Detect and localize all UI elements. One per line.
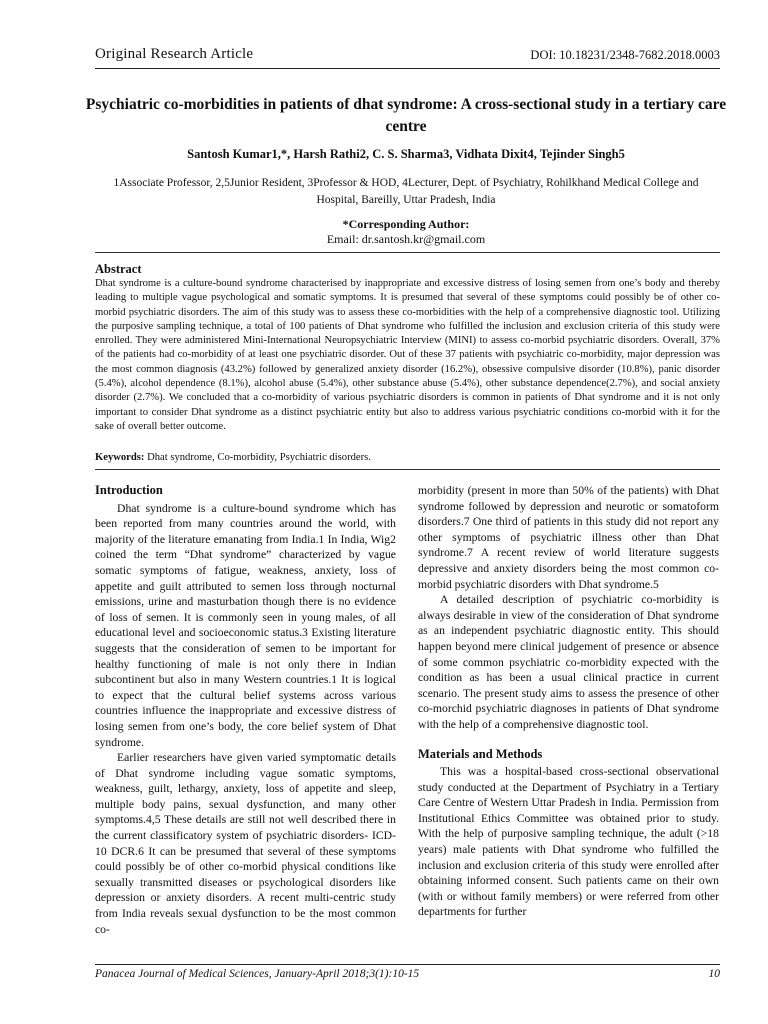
page-number: 10: [708, 968, 720, 980]
corresponding-label: *Corresponding Author:: [342, 217, 470, 231]
intro-paragraph: morbidity (present in more than 50% of the patients) with Dhat syndrome followed by depression and neurotic or somatoform disorders.7 One third of patients in this study did not report any other symptoms of psychiatric illness other than Dhat syndrome.7 A recent review of world literature suggests depressive and anxiety disorders being the most common co-morbid psychiatric disorders with Dhat syndrome.5: [418, 484, 719, 591]
keywords-label: Keywords:: [95, 452, 145, 463]
methods-paragraph: This was a hospital-based cross-sectional observational study conducted at the Department of Psychiatry in a Tertiary Care Centre of Western Uttar Pradesh in India. Permission from Institutional Ethics Committee was obtained prior to study. With the help of purposive sampling technique, the adult (>18 years) male patients with Dhat syndrome who fulfilled the inclusion and exclusion criteria of this study were enrolled after obtaining informed consent. Such patients came on their own (with or without family members) or were referred from other departments for further: [418, 765, 719, 919]
intro-paragraph: A detailed description of psychiatric co-morbidity is always desirable in view of the consideration of Dhat syndrome as an independent psychiatric diagnostic entity. This should happen beyond mere clinical judgement of presence or absence of some common psychiatric co-morbidity expected with the condition as has been a usual clinical practice in current scenario. The present study aims to assess the presence of other co-morchid psychiatric diagnoses in patients of Dhat syndrome with the help of a comprehensive diagnostic tool.: [418, 593, 719, 731]
divider: [95, 469, 720, 470]
doi: DOI: 10.18231/2348-7682.2018.0003: [530, 48, 720, 62]
page-header: [95, 42, 720, 69]
abstract-heading: Abstract: [95, 262, 142, 276]
right-column: [418, 483, 719, 920]
keywords-text: Dhat syndrome, Co-morbidity, Psychiatric disorders.: [147, 452, 371, 463]
paper-title: Psychiatric co-morbidities in patients of dhat syndrome: A cross-sectional study in a tertiary care centre: [85, 96, 727, 135]
left-column: [95, 483, 396, 937]
introduction-heading: Introduction: [95, 483, 163, 497]
footer-divider: [95, 964, 720, 965]
author-list: Santosh Kumar1,*, Harsh Rathi2, C. S. Sharma3, Vidhata Dixit4, Tejinder Singh5: [187, 147, 625, 161]
intro-paragraph: Earlier researchers have given varied symptomatic details of Dhat syndrome including vague somatic symptoms, weakness, guilt, lethargy, anxiety, loss of appetite and sleep, multiple body pains, sexual dysfunction, and many other symptoms.4,5 These details are still not well described there in the current classificatory system of psychiatric disorders- ICD-10 DCR.6 It can be presumed that several of these symptoms could possibly be of other co-morbid physical conditions like sexually transmitted diseases or psychological disorders like depression or anxiety disorders. A recent multi-centric study from India reveals sexual dysfunction to be the most common co-: [95, 751, 396, 936]
intro-paragraph: Dhat syndrome is a culture-bound syndrome which has been reported from many countries around the world, with majority of the literature emanating from India.1 In India, Wig2 coined the term “Dhat syndrome” characterized by vague somatic symptoms of fatigue, weakness, anxiety, loss of appetite and guilt attributed to semen loss through nocturnal emissions, urine and masturbation though there is no evidence of loss of semen. It is commonly seen in young males, of all educational level and socioeconomic status.3 Existing literature suggests that the consideration of semen to be important for healthy functioning of male is not only there in Indian subcontinent but also in many Western countries.1 It is logical to expect that the cultural belief systems across various countries influence the inappropriate and excessive distress of losing semen from one’s body, the core belief system of Dhat syndrome.: [95, 501, 396, 749]
corresponding-author: [80, 217, 732, 247]
article-type: Original Research Article: [95, 46, 254, 62]
divider: [95, 252, 720, 253]
journal-citation: Panacea Journal of Medical Sciences, January-April 2018;3(1):10-15: [95, 968, 420, 980]
abstract-text: Dhat syndrome is a culture-bound syndrome characterised by inappropriate and excessive distress of losing semen from one’s body and thereby leading to multiple vague psychological and somatic symptoms. It is presumed that several of these symptoms could possibly be of other co-morbid psychiatric disorders. The aim of this study was to assess these co-morbidities with the help of a comprehensive diagnostic tool. Utilizing the purposive sampling technique, a total of 100 patients of Dhat syndrome who fulfilled the inclusion and exclusion criteria of this study were enrolled. They were administered Mini-International Neuropsychiatric Interview (MINI) to assess co-morbid psychiatric disorders. Overall, 37% of the patients had co-morbidity of at least one psychiatric disorder. Out of these 37 patients with psychiatric co-morbidity, major depression was the most common diagnosis (43.2%) followed by generalized anxiety disorder (16.2%), obsessive compulsive disorder (10.8%), panic disorder (5.4%), alcohol dependence (8.1%), alcohol abuse (5.4%), other substance abuse (5.4%), other substance dependence(2.7%), and social anxiety disorder (2.7%). We concluded that a co-morbidity of various psychiatric disorders is common in patients of Dhat syndrome and it is not only important to consider Dhat syndrome as a distinct psychiatric entity but also to address various psychiatric conditions co-morbid with it for the sake of overall better outcome.: [95, 278, 720, 432]
corresponding-email: Email: dr.santosh.kr@gmail.com: [326, 232, 486, 246]
keywords: [95, 452, 720, 463]
affiliations: 1Associate Professor, 2,5Junior Resident, 3Professor & HOD, 4Lecturer, Dept. of Psychiatry, Rohilkhand Medical College and Hospital, Bareilly, Uttar Pradesh, India: [113, 177, 699, 206]
methods-heading: Materials and Methods: [418, 746, 543, 761]
